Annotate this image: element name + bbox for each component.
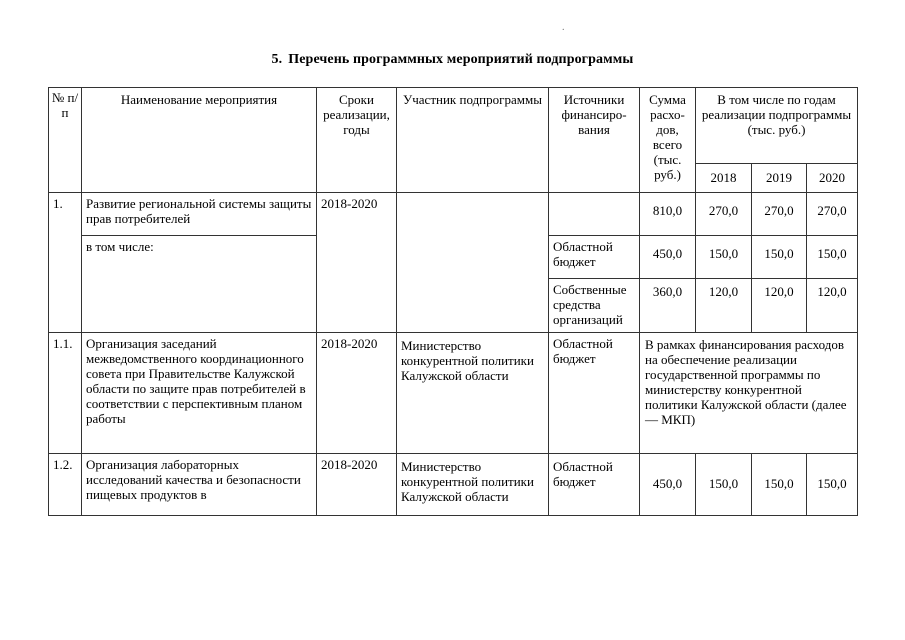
row-sum: 450,0 (640, 454, 696, 516)
row-2020: 150,0 (807, 454, 858, 516)
table-row (49, 454, 858, 516)
header-by-years: В том числе по годам реализации подпрограммы (тыс. руб.) (696, 88, 858, 164)
row-2019: 150,0 (752, 454, 807, 516)
row-num: 1.2. (49, 454, 82, 516)
header-period: Сроки реализации, годы (317, 88, 397, 193)
row-2019: 120,0 (752, 279, 807, 333)
header-name: Наименование мероприятия (82, 88, 317, 193)
row-source: Собственные средства организаций (549, 279, 640, 333)
header-participant: Участник подпрограммы (397, 88, 549, 193)
row-num: 1.1. (49, 333, 82, 454)
section-title-text: Перечень программных мероприятий подпрограммы (288, 52, 634, 67)
row-2019: 270,0 (752, 193, 807, 236)
row-2018: 120,0 (696, 279, 752, 333)
row-2020: 270,0 (807, 193, 858, 236)
row-2020: 150,0 (807, 236, 858, 279)
row-2018: 150,0 (696, 236, 752, 279)
row-funding-note: В рамках финансирования расходов на обеспечение реализации государственной программы по министерству конкурентной политики Калужской области (далее — МКП) (640, 333, 858, 454)
table-row (49, 193, 858, 236)
row-2020: 120,0 (807, 279, 858, 333)
section-number: 5. (271, 52, 283, 67)
row-source: Областной бюджет (549, 333, 640, 454)
row-name: Организация заседаний межведомственного координационного совета при Правительстве Калужской области по защите прав потребителей в соответствии с перспективным планом работы (82, 333, 317, 454)
row-period: 2018-2020 (317, 454, 397, 516)
section-title (0, 52, 905, 68)
header-year-2020: 2020 (807, 164, 858, 193)
row-sum: 360,0 (640, 279, 696, 333)
row-period: 2018-2020 (317, 333, 397, 454)
header-year-2018: 2018 (696, 164, 752, 193)
header-sources: Источники финансиро-вания (549, 88, 640, 193)
header-year-2019: 2019 (752, 164, 807, 193)
row-name: Организация лабораторных исследований качества и безопасности пищевых продуктов в (82, 454, 317, 516)
row-sum: 450,0 (640, 236, 696, 279)
row-participant: Министерство конкурентной политики Калужской области (397, 333, 549, 454)
row-including-label: в том числе: (82, 236, 317, 333)
row-source (549, 193, 640, 236)
row-num: 1. (49, 193, 82, 333)
header-num: № п/п (49, 88, 82, 193)
row-2019: 150,0 (752, 236, 807, 279)
row-2018: 270,0 (696, 193, 752, 236)
table-row (49, 333, 858, 454)
header-sum: Сумма расхо-дов, всего (тыс. руб.) (640, 88, 696, 193)
program-measures-table (48, 87, 858, 516)
row-participant (397, 193, 549, 333)
row-sum: 810,0 (640, 193, 696, 236)
row-period: 2018-2020 (317, 193, 397, 333)
row-source: Областной бюджет (549, 454, 640, 516)
row-source: Областной бюджет (549, 236, 640, 279)
row-participant: Министерство конкурентной политики Калужской области (397, 454, 549, 516)
corner-mark: . (562, 22, 565, 33)
row-name: Развитие региональной системы защиты прав потребителей (82, 193, 317, 236)
row-2018: 150,0 (696, 454, 752, 516)
